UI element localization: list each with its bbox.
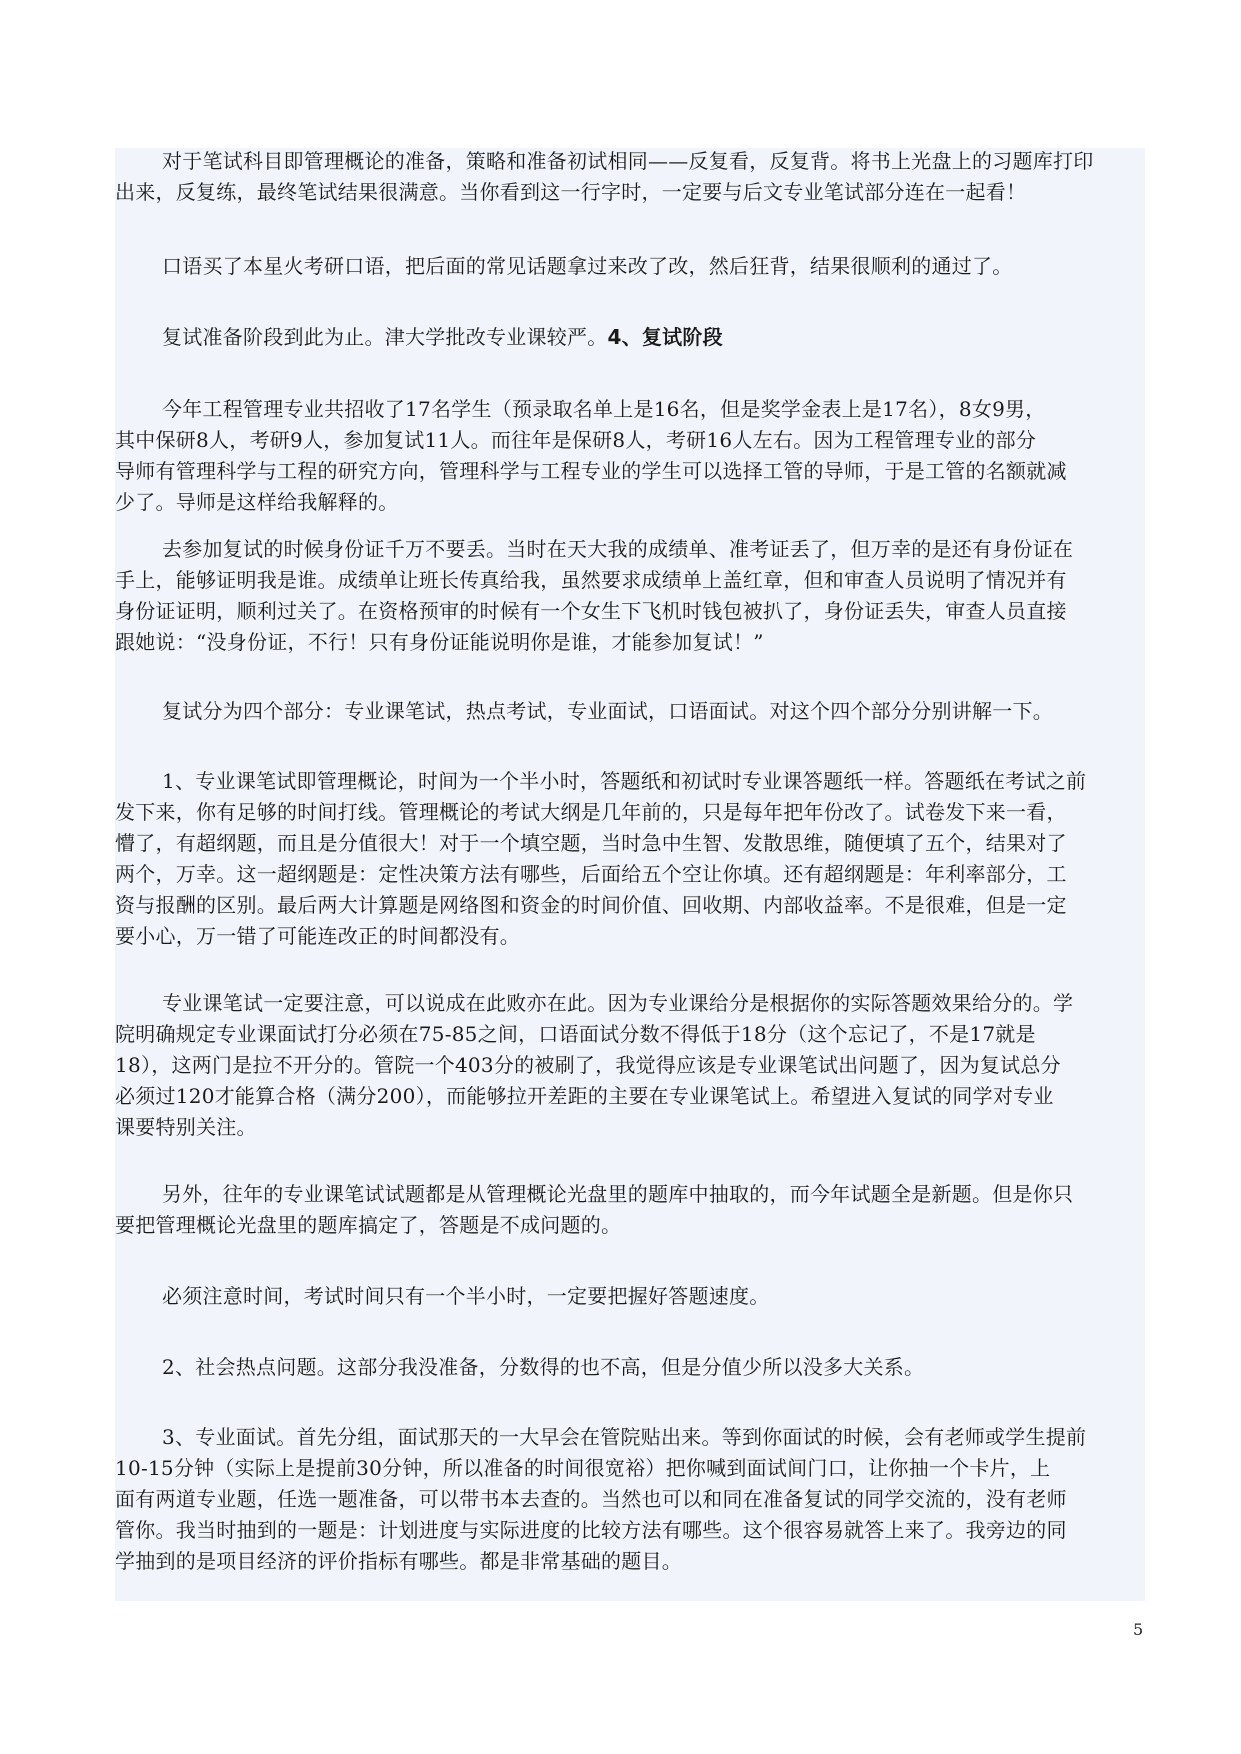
text-line: 必须过120才能算合格（满分200），而能够拉开差距的主要在专业课笔试上。希望进入复试的同学对专业 <box>115 1084 1054 1108</box>
text-line: 要小心，万一错了可能连改正的时间都没有。 <box>115 924 520 948</box>
text-line: 复试分为四个部分：专业课笔试，热点考试，专业面试，口语面试。对这个四个部分分别讲解一下。 <box>162 699 1053 723</box>
text-line: 出来，反复练，最终笔试结果很满意。当你看到这一行字时，一定要与后文专业笔试部分连在一起看！ <box>115 180 1027 204</box>
paragraph-text: 复试准备阶段到此为止。津大学批改专业课较严。 <box>162 325 608 349</box>
text-line: 学抽到的是项目经济的评价指标有哪些。都是非常基础的题目。 <box>115 1549 682 1573</box>
text-line <box>115 322 1145 353</box>
text-line: 发下来，你有足够的时间打线。管理概论的考试大纲是几年前的，只是每年把年份改了。试卷发下来一看， <box>115 800 1067 824</box>
text-line: 2、社会热点问题。这部分我没准备，分数得的也不高，但是分值少所以没多大关系。 <box>162 1355 925 1379</box>
text-line: 另外，往年的专业课笔试试题都是从管理概论光盘里的题库中抽取的，而今年试题全是新题。但是你只 <box>162 1182 1074 1206</box>
text-line: 懵了，有超纲题，而且是分值很大！对于一个填空题，当时急中生智、发散思维，随便填了五个，结果对了 <box>115 831 1067 855</box>
page-number: 5 <box>1133 1620 1144 1639</box>
text-line: 其中保研8人，考研9人，参加复试11人。而往年是保研8人，考研16人左右。因为工程管理专业的部分 <box>115 428 1037 452</box>
text-line: 院明确规定专业课面试打分必须在75-85之间，口语面试分数不得低于18分（这个忘记了，不是17就是 <box>115 1022 1036 1046</box>
paragraph <box>115 1179 1145 1241</box>
paragraph <box>115 1422 1145 1577</box>
section-heading: 4、复试阶段 <box>607 325 723 349</box>
text-line: 身份证证明，顺利过关了。在资格预审的时候有一个女生下飞机时钱包被扒了，身份证丢失，审查人员直接 <box>115 599 1067 623</box>
text-line: 1、专业课笔试即管理概论，时间为一个半小时，答题纸和初试时专业课答题纸一样。答题纸在考试之前 <box>162 769 1087 793</box>
text-line: 面有两道专业题，任选一题准备，可以带书本去查的。当然也可以和同在准备复试的同学交流的，没有老师 <box>115 1487 1067 1511</box>
text-line: 课要特别关注。 <box>115 1115 257 1139</box>
text-line: 10-15分钟（实际上是提前30分钟，所以准备的时间很宽裕）把你喊到面试间门口，让你抽一个卡片，上 <box>115 1456 1051 1480</box>
text-line: 对于笔试科目即管理概论的准备，策略和准备初试相同——反复看，反复背。将书上光盘上的习题库打印 <box>162 149 1094 173</box>
text-line: 要把管理概论光盘里的题库搞定了，答题是不成问题的。 <box>115 1213 622 1237</box>
text-line: 两个，万幸。这一超纲题是：定性决策方法有哪些，后面给五个空让你填。还有超纲题是：年利率部分，工 <box>115 862 1067 886</box>
text-line: 专业课笔试一定要注意，可以说成在此败亦在此。因为专业课给分是根据你的实际答题效果给分的。学 <box>162 991 1074 1015</box>
text-line: 资与报酬的区别。最后两大计算题是网络图和资金的时间价值、回收期、内部收益率。不是很难，但是一定 <box>115 893 1067 917</box>
text-line: 口语买了本星火考研口语，把后面的常见话题拿过来改了改，然后狂背，结果很顺利的通过了。 <box>162 254 1013 278</box>
paragraph <box>115 988 1145 1143</box>
text-line: 导师有管理科学与工程的研究方向，管理科学与工程专业的学生可以选择工管的导师，于是工管的名额就减 <box>115 459 1067 483</box>
text-line: 必须注意时间，考试时间只有一个半小时，一定要把握好答题速度。 <box>162 1284 770 1308</box>
paragraph <box>115 146 1145 208</box>
text-line: 管你。我当时抽到的一题是：计划进度与实际进度的比较方法有哪些。这个很容易就答上来了。我旁边的同 <box>115 1518 1067 1542</box>
text-line: 今年工程管理专业共招收了17名学生（预录取名单上是16名，但是奖学金表上是17名），8女9男， <box>162 397 1046 421</box>
text-line: 18），这两门是拉不开分的。管院一个403分的被刷了，我觉得应该是专业课笔试出问题了，因为复试总分 <box>115 1053 1061 1077</box>
text-line: 少了。导师是这样给我解释的。 <box>115 490 399 514</box>
paragraph <box>115 1352 1145 1383</box>
paragraph <box>115 322 1145 353</box>
paragraph <box>115 534 1145 658</box>
text-line: 去参加复试的时候身份证千万不要丢。当时在天大我的成绩单、准考证丢了，但万幸的是还有身份证在 <box>162 537 1074 561</box>
document-body <box>115 148 1145 1601</box>
text-line: 跟她说：“没身份证，不行！只有身份证能说明你是谁，才能参加复试！” <box>115 630 764 654</box>
text-line: 手上，能够证明我是谁。成绩单让班长传真给我，虽然要求成绩单上盖红章，但和审查人员说明了情况并有 <box>115 568 1067 592</box>
paragraph <box>115 251 1145 282</box>
paragraph <box>115 394 1145 518</box>
paragraph <box>115 696 1145 727</box>
text-line: 3、专业面试。首先分组，面试那天的一大早会在管院贴出来。等到你面试的时候，会有老师或学生提前 <box>162 1425 1087 1449</box>
paragraph <box>115 766 1145 952</box>
paragraph <box>115 1281 1145 1312</box>
